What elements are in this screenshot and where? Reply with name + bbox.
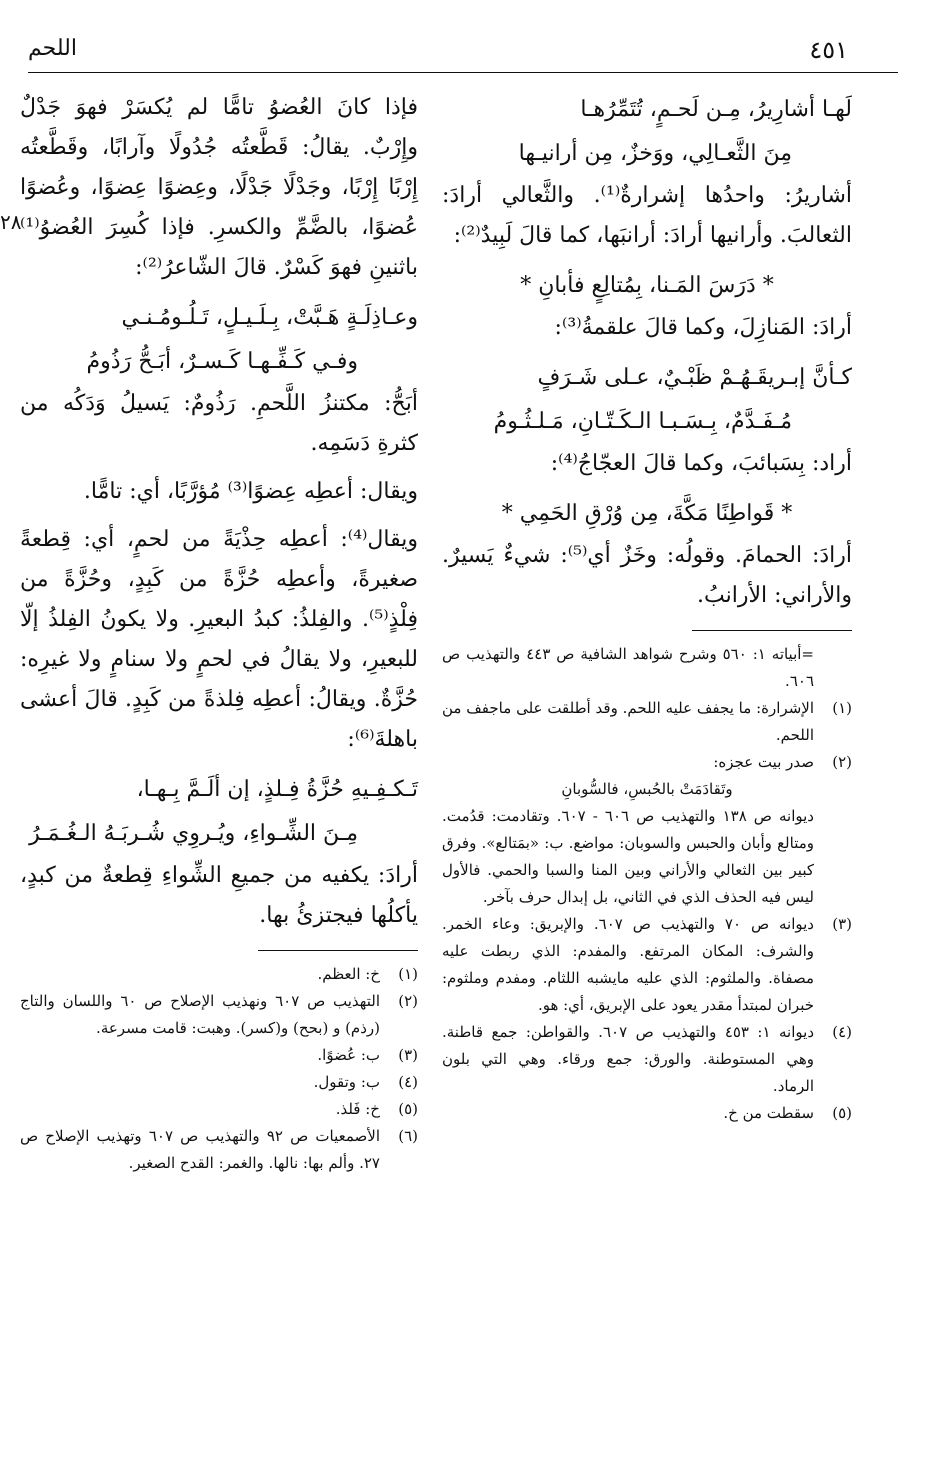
footnote — [20, 1042, 418, 1069]
paragraph: أرادَ: يكفيه من جميعِ الشِّواءِ قِطعةٌ من كبدٍ، يأكلُها فيجتزئُ بها. — [20, 863, 418, 928]
paragraph: أشاريرُ: واحدُها إشرارةٌ⁽¹⁾. والثَّعالي أرادَ: الثعالبَ. وأرانيها أرادَ: أرانبَها، كما قالَ لَبِيدٌ⁽²⁾: — [442, 183, 852, 248]
verse-line: كـأنَّ إبـريقَـهُـمْ ظَبْـيٌ، عـلى شَـرَفٍ — [537, 365, 852, 390]
footnote-text: الأصمعيات ص ٩٢ والتهذيب ص ٦٠٧ وتهذيب الإصلاح ص ٢٧. وألم بها: نالها. والغمر: القدح الصغير. — [20, 1127, 380, 1172]
footnote-number: (٣) — [832, 915, 852, 933]
left-column — [20, 88, 418, 1177]
footnote-number: (٤) — [832, 1023, 852, 1041]
footnote — [442, 911, 852, 1019]
paragraph: ويقال: أعطِه عِضوًا⁽³⁾ مُؤرَّبًا، أي: تامًّا. — [83, 479, 418, 504]
running-title: اللحم — [28, 36, 77, 61]
footnote-number: (٢) — [398, 992, 418, 1010]
footnote-rule — [258, 950, 418, 951]
verse-line: لَهـا أشارِيرُ، مِـن لَحـمٍ، تُتَمِّرُهـا — [580, 97, 852, 122]
footnote — [20, 1096, 418, 1123]
paragraph: أراد: بِسَبائبَ، وكما قالَ العجّاجُ⁽⁴⁾: — [550, 451, 852, 476]
margin-line-number: ٢٨ — [0, 210, 22, 234]
page-number: ٤٥١ — [809, 36, 848, 64]
footnote — [442, 1100, 852, 1127]
paragraph: فإذا كانَ العُضوُ تامًّا لم يُكسَرْ فهوَ جَدْلٌ وإِرْبٌ. يقالُ: قَطَّعتُه جُدُولًا وآرابًا، وقَطَّعتُه إِرْبًا إِرْبًا، وجَدْلًا جَدْلًا، وعِضوًا عِضوًا، وعُضوًا عُضوًا، بالضَّمِّ والكسرِ. فإذا كُسِرَ العُضوُ⁽¹⁾ باثنينِ فهوَ كَسْرٌ. قالَ الشّاعرُ⁽²⁾: — [20, 95, 418, 280]
verse-line: وفـي كَـفِّـهـا كَـسـرٌ، أبَـحُّ رَذُومُ — [86, 349, 358, 374]
right-column — [442, 88, 852, 1127]
verse-line: مُـفَـدَّمٌ، بِـسَـبـا الـكَـتّـانِ، مَـلـثُـومُ — [493, 409, 792, 434]
footnote-number: (٤) — [398, 1073, 418, 1091]
footnote-text: ب: وتقول. — [313, 1073, 380, 1091]
footnote — [20, 988, 418, 1042]
verse-line: * دَرَسَ المَـنا، بِمُتالِعٍ فأبانِ * — [520, 273, 774, 298]
paragraph: أبَحُّ: مكتنزُ اللَّحمِ. رَذُومٌ: يَسيلُ وَدَكُه من كثرةِ دَسَمِه. — [20, 391, 418, 456]
footnote — [20, 1069, 418, 1096]
footnote-rule — [692, 630, 852, 631]
paragraph: ويقال⁽⁴⁾: أعطِه حِذْيَةً من لحمٍ، أي: قِطعةً صغيرةً، وأعطِه حُزَّةً من كَبِدٍ، وحُزَّةً من فِلْذٍ⁽⁵⁾. والفِلذُ: كبدُ البعيرِ. ولا يكونُ الفِلذُ إلّا للبعيرِ، ولا يقالُ في لحمٍ ولا سنامٍ ولا غيرِه: حُزَّةٌ. ويقالُ: أعطِه فِلذةً من كَبِدٍ. قالَ أعشى باهلةَ⁽⁶⁾: — [20, 527, 418, 752]
verse-line: مِـنَ الشِّـواءِ، ويُـروِي شُـربَـهُ الـغُـمَـرُ — [29, 821, 358, 846]
footnote-number: (٦) — [398, 1127, 418, 1145]
footnote — [20, 1123, 418, 1177]
paragraph: أرادَ: الحمامَ. وقولُه: وخَزٌ أي⁽⁵⁾: شيءٌ يَسيرٌ. والأراني: الأرانبُ. — [442, 543, 852, 608]
footnote-continuation: =أبياته ١: ٥٦٠ وشرح شواهد الشافية ص ٤٤٣ والتهذيب ص ٦٠٦. — [442, 645, 814, 690]
footnote — [442, 695, 852, 749]
footnote-number: (٢) — [832, 753, 852, 771]
paragraph: أرادَ: المَنازِلَ، وكما قالَ علقمةُ⁽³⁾: — [554, 315, 852, 340]
footnote-text: ديوانه ١: ٤٥٣ والتهذيب ص ٦٠٧. والقواطن: جمع قاطنة. وهي المستوطنة. والورق: جمع ورقاء. وهي التي بلون الرماد. — [442, 1023, 814, 1095]
footnote-text: الإشرارة: ما يجفف عليه اللحم. وقد أطلقت على ماجفف من اللحم. — [442, 699, 814, 744]
footnote — [442, 749, 852, 776]
footnote-text: التهذيب ص ٦٠٧ ونهذيب الإصلاح ص ٦٠ واللسان والتاج (رذم) و (بحح) و(كسر). وهبت: قامت مسرعة. — [20, 992, 380, 1037]
header-rule — [28, 72, 898, 73]
footnote-number: (٣) — [398, 1046, 418, 1064]
verse-line: مِنَ الثَّعـالِي، ووَخزٌ، مِن أرانيـها — [518, 141, 792, 166]
verse-line: * قَواطِنًا مَكَّةَ، مِن وُرْقِ الحَمِي * — [501, 501, 793, 526]
footnote-text: سقطت من خ. — [723, 1104, 814, 1122]
verse-line: وعـاذِلَـةٍ هَـبَّتْ، بِـلَـيـلٍ، تَـلُـومُـنـي — [121, 305, 418, 330]
footnote-verse: وتَقادَمَتْ بالحُبسِ، فالسُّوبانِ — [561, 780, 733, 798]
footnote-number: (١) — [398, 965, 418, 983]
footnote — [442, 1019, 852, 1100]
footnote-text: ب: عُضوًا. — [317, 1046, 380, 1064]
verse-line: تَـكـفِـيهِ حُزَّةُ فِـلذٍ، إن ألَـمَّ بِـهـا، — [136, 777, 418, 802]
footnote-text: ديوانه ص ١٣٨ والتهذيب ص ٦٠٦ - ٦٠٧. وتقادمت: قدُمت. ومتالع وأبان والحبس والسوبان: مواضع. ب: «بمَتالع». وفرق كبير بين الثعالي والأراني وبين المنا والسبا والحمي. فالأول ليس فيه الحذف الذي في الثاني، بل إبدال حرف بآخر. — [442, 807, 814, 906]
footnote-text: ديوانه ص ٧٠ والتهذيب ص ٦٠٧. والإبريق: وعاء الخمر. والشرف: المكان المرتفع. والمفدم: الذي ربطت عليه مصفاة. والملثوم: الذي عليه مايشبه اللثام. ومفدم وملثوم: خبران لمبتدأ مقدر يعود على الإبريق، أي: هو. — [442, 915, 814, 1014]
footnote — [20, 961, 418, 988]
footnote-text: خ: فَلذ. — [335, 1100, 380, 1118]
footnote-number: (٥) — [398, 1100, 418, 1118]
footnote-text: صدر بيت عجزه: — [713, 753, 814, 771]
footnote-text: خ: العظم. — [317, 965, 380, 983]
footnote-number: (١) — [832, 699, 852, 717]
footnote-number: (٥) — [832, 1104, 852, 1122]
